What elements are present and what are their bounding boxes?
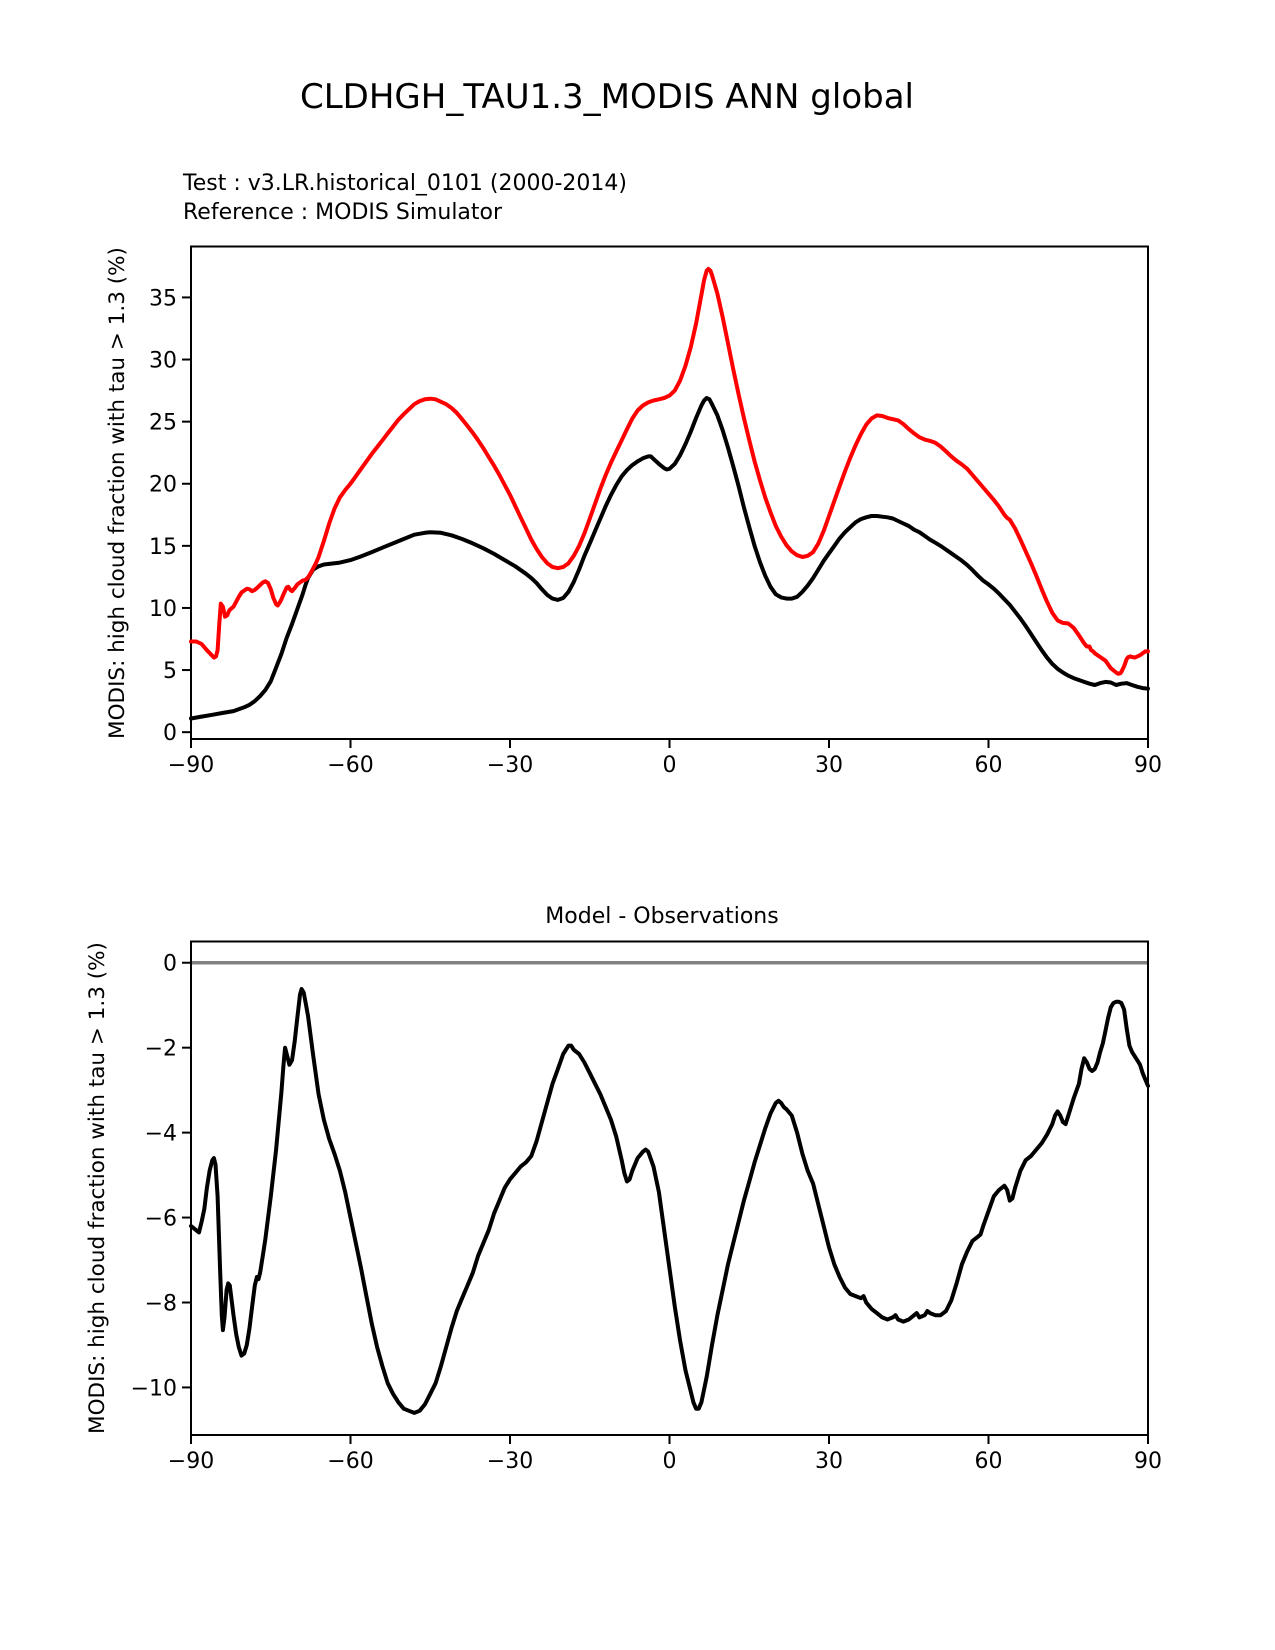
bottom-plot-ylabel: MODIS: high cloud fraction with tau > 1.3 (%) <box>85 942 110 1434</box>
x-tick-label: 30 <box>815 753 843 778</box>
y-tick-label: −8 <box>144 1291 177 1317</box>
legend-reference-label: Reference : MODIS Simulator <box>183 200 503 225</box>
x-tick-label: 30 <box>815 1449 843 1474</box>
x-tick-label: 0 <box>662 1449 677 1474</box>
y-tick-label: 20 <box>149 472 177 498</box>
y-tick-label: 15 <box>149 534 177 560</box>
figure-title: CLDHGH_TAU1.3_MODIS ANN global <box>299 77 915 117</box>
x-tick-label: 60 <box>974 1449 1003 1474</box>
y-tick-label: 25 <box>149 410 177 436</box>
x-tick-label: −30 <box>486 1449 534 1474</box>
series-line-reference <box>191 269 1148 674</box>
x-tick-label: −30 <box>486 753 534 778</box>
bottom-plot-title: Model - Observations <box>545 904 779 929</box>
series-line-test <box>191 989 1148 1413</box>
y-tick-label: 30 <box>149 348 177 374</box>
y-tick-label: 0 <box>163 951 177 977</box>
x-tick-label: −90 <box>167 1449 215 1474</box>
x-tick-label: −90 <box>167 753 215 778</box>
y-tick-label: 10 <box>149 596 177 622</box>
series-line-test <box>191 398 1148 719</box>
y-tick-label: 5 <box>163 659 177 685</box>
legend-test-label: Test : v3.LR.historical_0101 (2000-2014) <box>183 171 627 196</box>
y-tick-label: −6 <box>144 1206 177 1232</box>
axes-layer <box>131 247 1162 1475</box>
top-plot-ylabel: MODIS: high cloud fraction with tau > 1.3 (%) <box>105 247 130 739</box>
x-tick-label: 0 <box>662 753 677 778</box>
y-tick-label: −2 <box>144 1036 177 1062</box>
axes-frame <box>191 247 1148 740</box>
x-tick-label: 90 <box>1134 753 1162 778</box>
y-tick-label: 35 <box>149 286 177 312</box>
y-tick-label: −4 <box>144 1121 177 1147</box>
x-tick-label: −60 <box>327 1449 374 1474</box>
y-tick-label: −10 <box>130 1376 177 1402</box>
x-tick-label: 90 <box>1134 1449 1162 1474</box>
y-tick-label: 0 <box>163 721 177 747</box>
x-tick-label: −60 <box>327 753 374 778</box>
x-tick-label: 60 <box>974 753 1003 778</box>
